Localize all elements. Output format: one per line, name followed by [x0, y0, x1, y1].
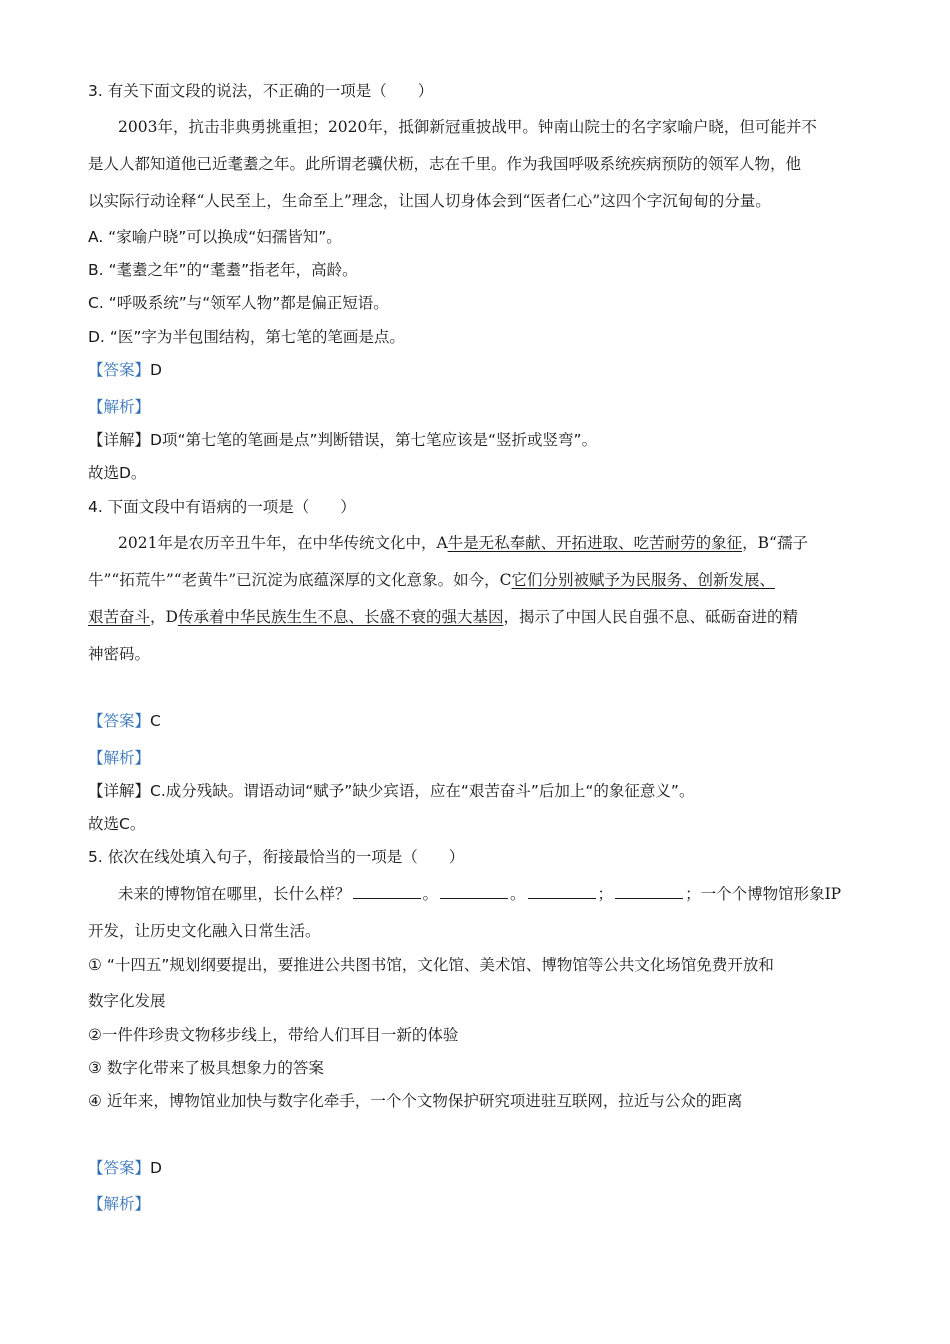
answer-value: D — [150, 361, 162, 379]
q5-item-3: ③ 数字化带来了极具想象力的答案 — [88, 1059, 324, 1077]
analysis-tag: 【解析】 — [88, 398, 151, 416]
answer-tag: 【答案】 — [88, 361, 151, 379]
detail-text: C.成分残缺。谓语动词“赋予”缺少宾语，应在“艰苦奋斗”后加上“的象征意义”。 — [150, 782, 695, 800]
answer-value: D — [150, 1159, 162, 1177]
q5-passage-line-1 — [118, 883, 898, 905]
q3-option-c: C. “呼吸系统”与“领军人物”都是偏正短语。 — [88, 294, 389, 312]
q3-option-b: B. “耄耋之年”的“耄耋”指老年，高龄。 — [88, 261, 358, 279]
answer-tag: 【答案】 — [88, 712, 151, 730]
q4-underline-c: 它们分别被赋予为民服务、创新发展、 — [511, 571, 775, 589]
q3-answer — [88, 359, 868, 381]
q5-analysis-tag — [88, 1193, 868, 1215]
q4-underline-c-cont: 艰苦奋斗 — [88, 608, 151, 626]
answer-tag: 【答案】 — [88, 1159, 151, 1177]
q5-passage-line-2: 开发，让历史文化融入日常生活。 — [88, 922, 321, 940]
q3-option-d: D. “医”字为半包围结构，第七笔的笔画是点。 — [88, 328, 405, 346]
q4-analysis-tag — [88, 747, 868, 769]
q3-analysis-tag — [88, 396, 868, 418]
q4-p2-text-a: 牛”“拓荒牛”“老黄牛”已沉淀为底蕴深厚的文化意象。如今，C — [88, 571, 512, 589]
q3-detail — [88, 429, 868, 451]
q4-passage-line-4: 神密码。 — [88, 645, 151, 663]
q3-passage-line-1: 2003年，抗击非典勇挑重担；2020年，抵御新冠重披战甲。钟南山院士的名字家喻户晓，但可能并不 — [118, 118, 817, 136]
q3-passage-line-3: 以实际行动诠释“人民至上，生命至上”理念，让国人切身体会到“医者仁心”这四个字沉甸甸的分量。 — [88, 192, 771, 210]
q5-p1-text-a: 未来的博物馆在哪里，长什么样？ — [118, 885, 351, 903]
q5-item-4: ④ 近年来，博物馆业加快与数字化牵手，一个个文物保护研究项进驻互联网，拉近与公众的距离 — [88, 1092, 743, 1110]
q4-passage-line-1 — [118, 532, 898, 554]
blank-3 — [528, 884, 596, 899]
blank-2 — [440, 884, 508, 899]
q4-underline-a: 牛是无私奉献、开拓进取、吃苦耐劳的象征 — [447, 534, 743, 552]
q3-passage-line-2: 是人人都知道他已近耄耋之年。此所谓老骥伏枥，志在千里。作为我国呼吸系统疾病预防的领军人物，他 — [88, 155, 802, 173]
q4-stem: 4. 下面文段中有语病的一项是（ ） — [88, 498, 356, 516]
blank-4 — [615, 884, 683, 899]
q3-option-a: A. “家喻户晓”可以换成“妇孺皆知”。 — [88, 228, 342, 246]
answer-value: C — [150, 712, 161, 730]
q5-answer — [88, 1157, 868, 1179]
q4-passage-line-2 — [88, 569, 868, 591]
analysis-tag: 【解析】 — [88, 749, 151, 767]
q5-p1-text-b: ；一个个博物馆形象IP — [685, 885, 842, 903]
q5-item-2: ②一件件珍贵文物移步线上，带给人们耳目一新的体验 — [88, 1026, 459, 1044]
q4-p1-text-a: 2021年是农历辛丑牛年，在中华传统文化中，A — [118, 534, 448, 552]
detail-text: D项“第七笔的笔画是点”判断错误，第七笔应该是“竖折或竖弯”。 — [150, 431, 598, 449]
q4-p3-text-b: ，揭示了中国人民自强不息、砥砺奋进的精 — [503, 608, 798, 626]
q5-sep-1: 。 — [422, 885, 439, 903]
q4-p3-text-a: ，D — [150, 608, 178, 626]
q5-item-1-cont: 数字化发展 — [88, 992, 166, 1010]
q3-conclusion: 故选D。 — [88, 464, 147, 482]
q5-item-1: ① “十四五”规划纲要提出，要推进公共图书馆，文化馆、美术馆、博物馆等公共文化场馆免费开放和 — [88, 956, 774, 974]
q5-sep-2: 。 — [510, 885, 526, 903]
q5-sep-3: ； — [597, 885, 614, 903]
detail-tag: 【详解】 — [88, 782, 151, 800]
analysis-tag: 【解析】 — [88, 1195, 151, 1213]
q4-conclusion: 故选C。 — [88, 815, 146, 833]
blank-1 — [353, 884, 421, 899]
q4-detail — [88, 780, 868, 802]
q4-answer — [88, 710, 868, 732]
q3-stem: 3. 有关下面文段的说法，不正确的一项是（ ） — [88, 82, 434, 100]
q5-stem: 5. 依次在线处填入句子，衔接最恰当的一项是（ ） — [88, 848, 465, 866]
q4-underline-d: 传承着中华民族生生不息、长盛不衰的强大基因 — [177, 608, 504, 626]
q4-passage-line-3 — [88, 606, 868, 628]
q4-p1-text-b: ，B“孺子 — [742, 534, 808, 552]
detail-tag: 【详解】 — [88, 431, 151, 449]
